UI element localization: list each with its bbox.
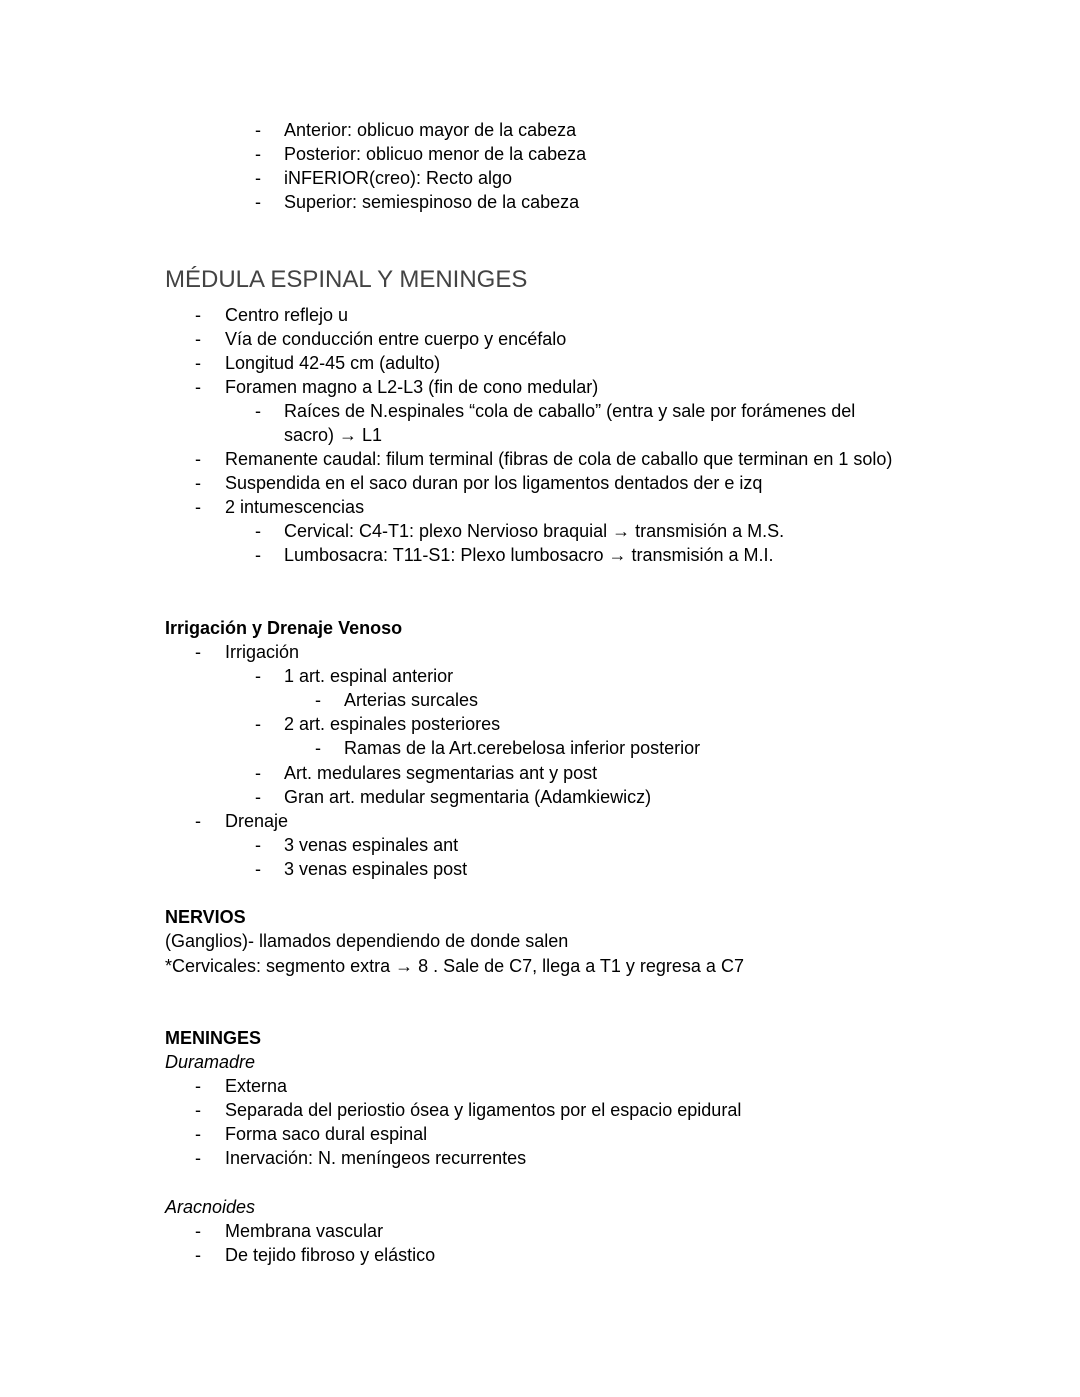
list-item: Cervical: C4-T1: plexo Nervioso braquial → transmisión a M.S.	[284, 521, 785, 541]
list-item: Separada del periostio ósea y ligamentos por el espacio epidural	[225, 1100, 742, 1120]
list-item: Foramen magno a L2-L3 (fin de cono medular)	[225, 377, 599, 397]
list-item: Arterias surcales	[344, 690, 479, 710]
bullet-dash: -	[255, 401, 261, 421]
list-item: Ramas de la Art.cerebelosa inferior posterior	[344, 738, 701, 758]
bullet-dash: -	[195, 1100, 201, 1120]
bullet-dash: -	[255, 545, 261, 565]
bullet-dash: -	[255, 120, 261, 140]
bullet-dash: -	[195, 1148, 201, 1168]
bullet-dash: -	[315, 690, 321, 710]
list-item: Membrana vascular	[225, 1221, 384, 1241]
list-item: Forma saco dural espinal	[225, 1124, 428, 1144]
bullet-dash: -	[195, 353, 201, 373]
bullet-dash: -	[195, 1245, 201, 1265]
list-item: De tejido fibroso y elástico	[225, 1245, 436, 1265]
bullet-dash: -	[195, 811, 201, 831]
bullet-dash: -	[255, 521, 261, 541]
list-item: 1 art. espinal anterior	[284, 666, 454, 686]
bullet-dash: -	[255, 144, 261, 164]
bullet-dash: -	[315, 738, 321, 758]
bullet-dash: -	[195, 1076, 201, 1096]
list-item: 3 venas espinales post	[284, 859, 468, 879]
bullet-dash: -	[195, 473, 201, 493]
bullet-dash: -	[255, 859, 261, 879]
paragraph-line: *Cervicales: segmento extra → 8 . Sale de C7, llega a T1 y regresa a C7	[165, 956, 744, 976]
list-item: Superior: semiespinoso de la cabeza	[284, 192, 580, 212]
section-heading: MENINGES	[165, 1028, 262, 1048]
bullet-dash: -	[255, 763, 261, 783]
bullet-dash: -	[195, 449, 201, 469]
bullet-dash: -	[255, 835, 261, 855]
bullet-dash: -	[195, 497, 201, 517]
list-item: Suspendida en el saco duran por los ligamentos dentados der e izq	[225, 473, 763, 493]
bullet-dash: -	[255, 787, 261, 807]
list-item-continuation: sacro) → L1	[284, 425, 383, 445]
bullet-dash: -	[255, 666, 261, 686]
bullet-dash: -	[195, 377, 201, 397]
bullet-dash: -	[195, 329, 201, 349]
list-item: Art. medulares segmentarias ant y post	[284, 763, 598, 783]
bullet-dash: -	[255, 168, 261, 188]
bullet-dash: -	[195, 1124, 201, 1144]
paragraph-line: (Ganglios)- llamados dependiendo de donde salen	[165, 931, 569, 951]
list-item: Vía de conducción entre cuerpo y encéfalo	[225, 329, 567, 349]
subheading: Aracnoides	[165, 1197, 256, 1217]
list-item: 3 venas espinales ant	[284, 835, 459, 855]
subheading: Duramadre	[165, 1052, 256, 1072]
section-title: MÉDULA ESPINAL Y MENINGES	[165, 266, 528, 293]
list-item: 2 art. espinales posteriores	[284, 714, 501, 734]
list-item: Posterior: oblicuo menor de la cabeza	[284, 144, 587, 164]
list-item: Inervación: N. meníngeos recurrentes	[225, 1148, 527, 1168]
list-item: Raíces de N.espinales “cola de caballo” (entra y sale por forámenes del	[284, 401, 856, 421]
list-item: Irrigación	[225, 642, 300, 662]
list-item: Remanente caudal: filum terminal (fibras de cola de caballo que terminan en 1 solo)	[225, 449, 893, 469]
bullet-dash: -	[255, 714, 261, 734]
list-item: Externa	[225, 1076, 288, 1096]
list-item: Gran art. medular segmentaria (Adamkiewicz)	[284, 787, 652, 807]
list-item: Anterior: oblicuo mayor de la cabeza	[284, 120, 577, 140]
list-item: 2 intumescencias	[225, 497, 365, 517]
list-item: Longitud 42-45 cm (adulto)	[225, 353, 441, 373]
bullet-dash: -	[255, 192, 261, 212]
list-item: Centro reflejo u	[225, 305, 349, 325]
section-heading: Irrigación y Drenaje Venoso	[165, 618, 403, 638]
section-heading: NERVIOS	[165, 907, 246, 927]
bullet-dash: -	[195, 1221, 201, 1241]
bullet-dash: -	[195, 642, 201, 662]
list-item: Drenaje	[225, 811, 289, 831]
list-item: iNFERIOR(creo): Recto algo	[284, 168, 513, 188]
list-item: Lumbosacra: T11-S1: Plexo lumbosacro → transmisión a M.I.	[284, 545, 774, 565]
bullet-dash: -	[195, 305, 201, 325]
